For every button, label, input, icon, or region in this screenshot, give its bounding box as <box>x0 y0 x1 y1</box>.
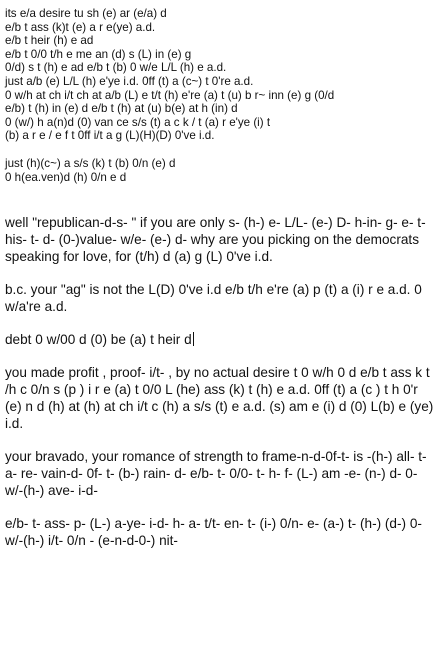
paragraph-republicans: well "republican-d-s- " if you are only s- (h-) e- L/L- (e-) D- h-in- g- e- t- his- t- d- (0-)value- w/e- (e-) d- why are you picking on the democrats speaking for love, for (t/h) d (a) g (L) 0've i.d. <box>5 215 426 265</box>
paragraph-bravado: your bravado, your romance of strength to frame-n-d-0f-t- is -(h-) all- t- a- re- vain-d- 0f- t- (b-) rain- d- e/b- t- 0/0- t- h- f- (L-) am -e- (n-) d- 0- w/-(h-) ave- i-d- <box>5 449 427 499</box>
spacer <box>5 184 437 214</box>
verse-line: its e/a desire tu sh (e) ar (e/a) d <box>5 7 167 20</box>
verse-line: 0 (w/) h a(n)d (0) van ce s/s (t) a c k / t (a) r e'ye (i) t <box>5 115 271 129</box>
spacer <box>5 348 437 364</box>
verse-line: (b) a r e / e f t 0ff i/t a g (L)(H)(D) 0've i.d. <box>5 129 215 143</box>
paragraph-profit: you made profit , proof- i/t- , by no actual desire t 0 w/h 0 d e/b t ass k t /h c 0/n s (p ) i r e (a) t 0/0 L (he) ass (k) t (h) e a.d. 0ff (t) a (c ) t h 0'r (e) n d (h) at (h) at ch i/t c (h) a s/s (t) e a.d. (s) am e (i) d (0) L(b) e (ye) i.d. <box>5 365 434 432</box>
paragraph-debt[interactable] <box>5 331 437 348</box>
spacer <box>5 265 437 281</box>
spacer <box>5 143 437 157</box>
verse-block-2 <box>5 157 437 184</box>
verse-line: just a/b (e) L/L (h) e'ye i.d. 0ff (t) a (c~) t 0're a.d. <box>5 74 254 88</box>
document-body <box>5 7 437 549</box>
verse-line: e/b t 0/0 t/h e me an (d) s (L) in (e) g <box>5 47 192 61</box>
spacer <box>5 315 437 331</box>
verse-line: e/b) t (h) in (e) d e/b t (h) at (u) b(e) at h (in) d <box>5 102 238 116</box>
verse-line: 0/d) s t (h) e ad e/b t (b) 0 w/e L/L (h) e a.d. <box>5 61 227 75</box>
spacer <box>5 499 437 515</box>
paragraph-final: e/b- t- ass- p- (L-) a-ye- i-d- h- a- t/t- en- t- (i-) 0/n- e- (a-) t- (h-) (d-) 0- w/-(h-) i/t- 0/n - (e-n-d-0-) nit- <box>5 516 422 549</box>
verse-line: e/b t ass (k)t (e) a r e(ye) a.d. <box>5 20 156 34</box>
verse-line: just (h)(c~) a s/s (k) t (b) 0/n (e) d <box>5 156 176 170</box>
text-cursor <box>193 332 194 346</box>
verse-line: 0 w/h at ch i/t ch at a/b (L) e t/t (h) e're (a) t (u) b r~ inn (e) g (0/d <box>5 88 335 102</box>
verse-line: e/b t heir (h) e ad <box>5 34 94 48</box>
spacer <box>5 432 437 448</box>
paragraph-ag: b.c. your "ag" is not the L(D) 0've i.d e/b t/h e're (a) p (t) a (i) r e a.d. 0 w/a're a.d. <box>5 282 422 315</box>
verse-block-1 <box>5 7 437 143</box>
paragraph-debt-text: debt 0 w/00 d (0) be (a) t heir d <box>5 332 192 348</box>
verse-line: 0 h(ea.ven)d (h) 0/n e d <box>5 170 127 184</box>
